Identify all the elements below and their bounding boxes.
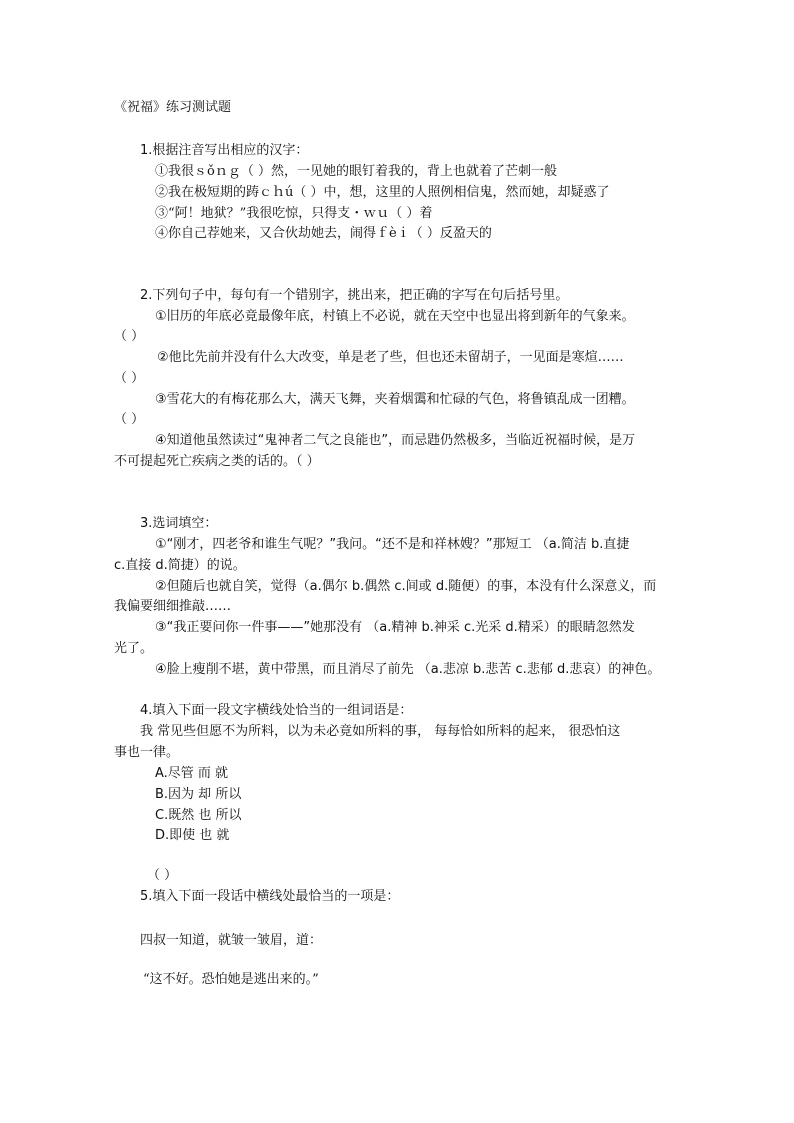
q3-item-1-cont: c.直接 d.简捷）的说。 — [114, 558, 246, 573]
q2-item-2-blank: （ ） — [114, 371, 145, 386]
q4-option-d: D.即使 也 就 — [155, 828, 230, 843]
q5-line-2: “这不好。恐怕她是逃出来的。” — [143, 972, 319, 987]
q2-stem: 2.下列句子中，每句有一个错别字，挑出来，把正确的字写在句后括号里。 — [140, 288, 569, 303]
q3-item-3-cont: 光了。 — [114, 641, 154, 656]
q4-answer-blank: （ ） — [147, 868, 178, 883]
q3-item-3: ③“我正要问你一件事——”她那没有 （a.精神 b.神采 c.光采 d.精采）的眼睛忽然发 — [155, 620, 635, 635]
q1-item-2: ②我在极短期的踌ｃｈú（ ）中，想，这里的人照例相信鬼，然而她，却疑惑了 — [155, 185, 610, 200]
q4-paragraph: 我 常见些但愿不为所料，以为未必竟如所料的事， 每每恰如所料的起来， 很恐怕这 — [140, 724, 621, 739]
q2-item-3-blank: （ ） — [114, 412, 145, 427]
q2-item-2: ②他比先前并没有什么大改变，单是老了些，但也还未留胡子，一见面是寒煊…… — [157, 350, 624, 365]
q2-item-1-blank: （ ） — [114, 329, 145, 344]
document-title: 《祝福》练习测试题 — [114, 100, 232, 115]
q2-item-4-cont: 不可提起死亡疾病之类的话的。（ ） — [114, 454, 320, 469]
q5-line-1: 四叔一知道，就皱一皱眉，道： — [140, 933, 323, 948]
q3-stem: 3.选词填空： — [140, 516, 218, 531]
q4-option-b: B.因为 却 所以 — [155, 787, 242, 802]
q1-item-1: ①我很ｓǒｎｇ（ ）然，一见她的眼钉着我的，背上也就着了芒刺一般 — [155, 164, 557, 179]
q3-item-1: ①“刚才，四老爷和谁生气呢？”我问。“还不是和祥林嫂？”那短工 （a.简洁 b.直捷 — [155, 537, 630, 552]
q3-item-4: ④脸上瘦削不堪，黄中带黑，而且消尽了前先 （a.悲凉 b.悲苦 c.悲郁 d.悲哀）的神色。 — [155, 662, 661, 677]
q1-item-4: ④你自己荐她来，又合伙劫她去，闹得ｆèｉ（ ）反盈天的 — [155, 226, 492, 241]
q4-stem: 4.填入下面一段文字横线处恰当的一组词语是： — [140, 703, 413, 718]
q5-stem: 5.填入下面一段话中横线处最恰当的一项是： — [140, 889, 400, 904]
q1-item-3: ③“阿！地狱？”我很吃惊，只得支・ｗｕ（ ）着 — [155, 206, 433, 221]
q3-item-2-cont: 我偏要细细推敲…… — [114, 599, 232, 614]
q1-stem: 1.根据注音写出相应的汉字： — [140, 143, 309, 158]
q2-item-1: ①旧历的年底必竟最像年底，村镇上不必说，就在天空中也显出将到新年的气象来。 — [155, 309, 635, 324]
q4-option-c: C.既然 也 所以 — [155, 808, 242, 823]
q2-item-3: ③雪花大的有梅花那么大，满天飞舞，夹着烟霭和忙碌的气色，将鲁镇乱成一团糟。 — [155, 392, 635, 407]
q2-item-4: ④知道他虽然读过“鬼神者二气之良能也”，而忌韪仍然极多，当临近祝福时候，是万 — [155, 433, 636, 448]
q3-item-2: ②但随后也就自笑，觉得（a.偶尔 b.偶然 c.间或 d.随便）的事，本没有什么深意义，而 — [155, 579, 657, 594]
q4-paragraph-cont: 事也一律。 — [114, 745, 180, 760]
q4-option-a: A.尽管 而 就 — [155, 766, 229, 781]
